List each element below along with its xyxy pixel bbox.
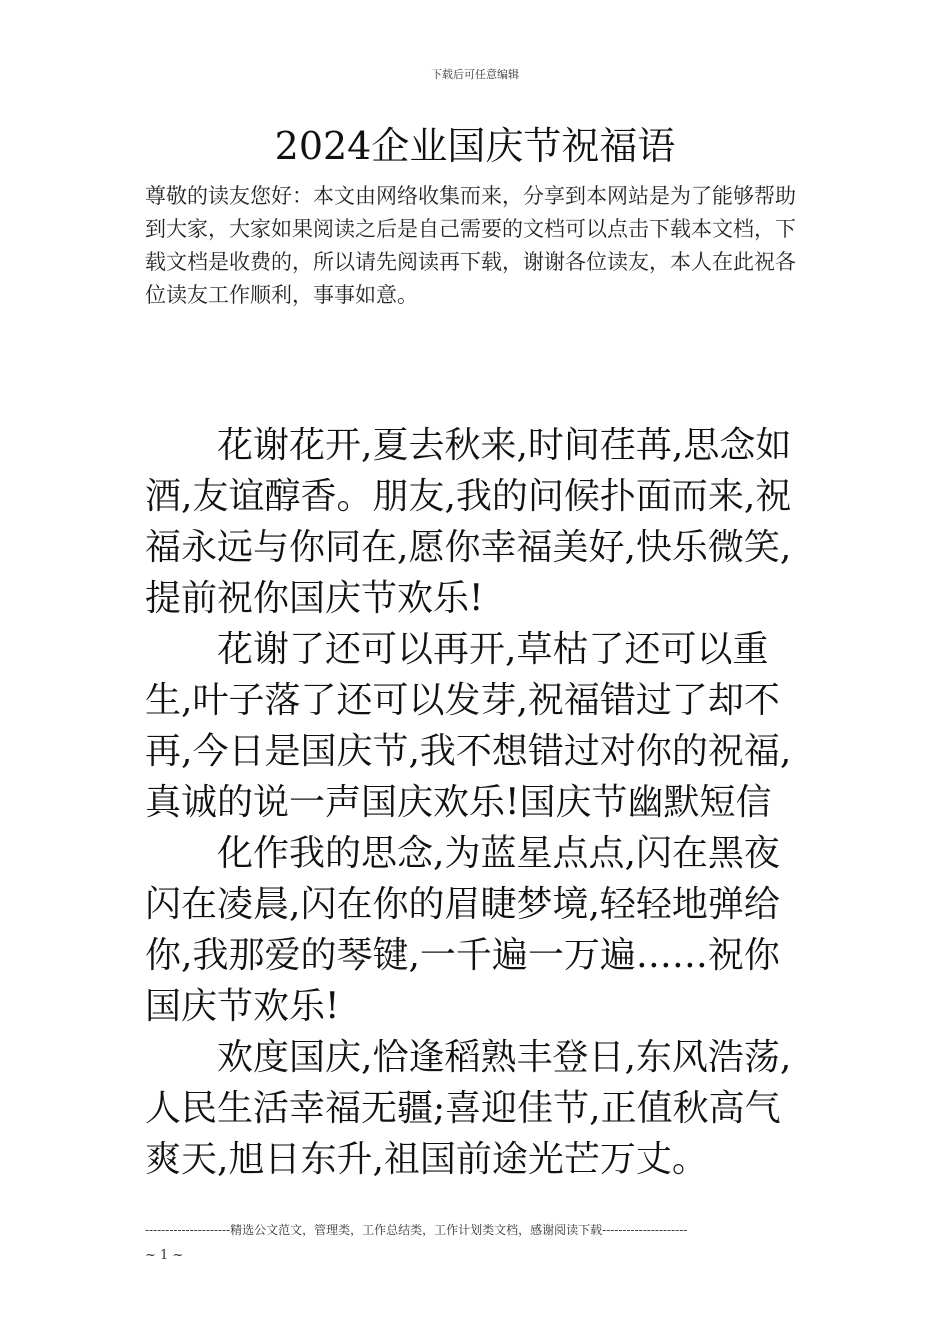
document-body	[145, 420, 810, 1185]
page-number: ~ 1 ~	[145, 1248, 184, 1263]
body-paragraph: 欢度国庆,恰逢稻熟丰登日,东风浩荡,人民生活幸福无疆;喜迎佳节,正值秋高气爽天,旭日东升,祖国前途光芒万丈。	[145, 1037, 792, 1180]
body-paragraph: 化作我的思念,为蓝星点点,闪在黑夜闪在凌晨,闪在你的眉睫梦境,轻轻地弹给你,我那爱的琴键,一千遍一万遍……祝你国庆节欢乐!	[145, 833, 780, 1027]
body-paragraph: 花谢了还可以再开,草枯了还可以重生,叶子落了还可以发芽,祝福错过了却不再,今日是国庆节,我不想错过对你的祝福,真诚的说一声国庆欢乐!国庆节幽默短信	[145, 629, 792, 823]
document-title: 2024企业国庆节祝福语	[274, 124, 676, 168]
reader-notice: 尊敬的读友您好：本文由网络收集而来，分享到本网站是为了能够帮助到大家，大家如果阅读之后是自己需要的文档可以点击下载本文档，下载文档是收费的，所以请先阅读再下载，谢谢各位读友，本人在此祝各位读友工作顺利，事事如意。	[145, 184, 796, 307]
body-paragraph: 花谢花开,夏去秋来,时间荏苒,思念如酒,友谊醇香。朋友,我的问候扑面而来,祝福永远与你同在,愿你幸福美好,快乐微笑,提前祝你国庆节欢乐!	[145, 425, 792, 619]
header-note: 下载后可任意编辑	[431, 68, 519, 81]
footer-note: ---------------------精选公文范文，管理类，工作总结类，工作计划类文档，感谢阅读下载---------------------	[145, 1223, 688, 1237]
